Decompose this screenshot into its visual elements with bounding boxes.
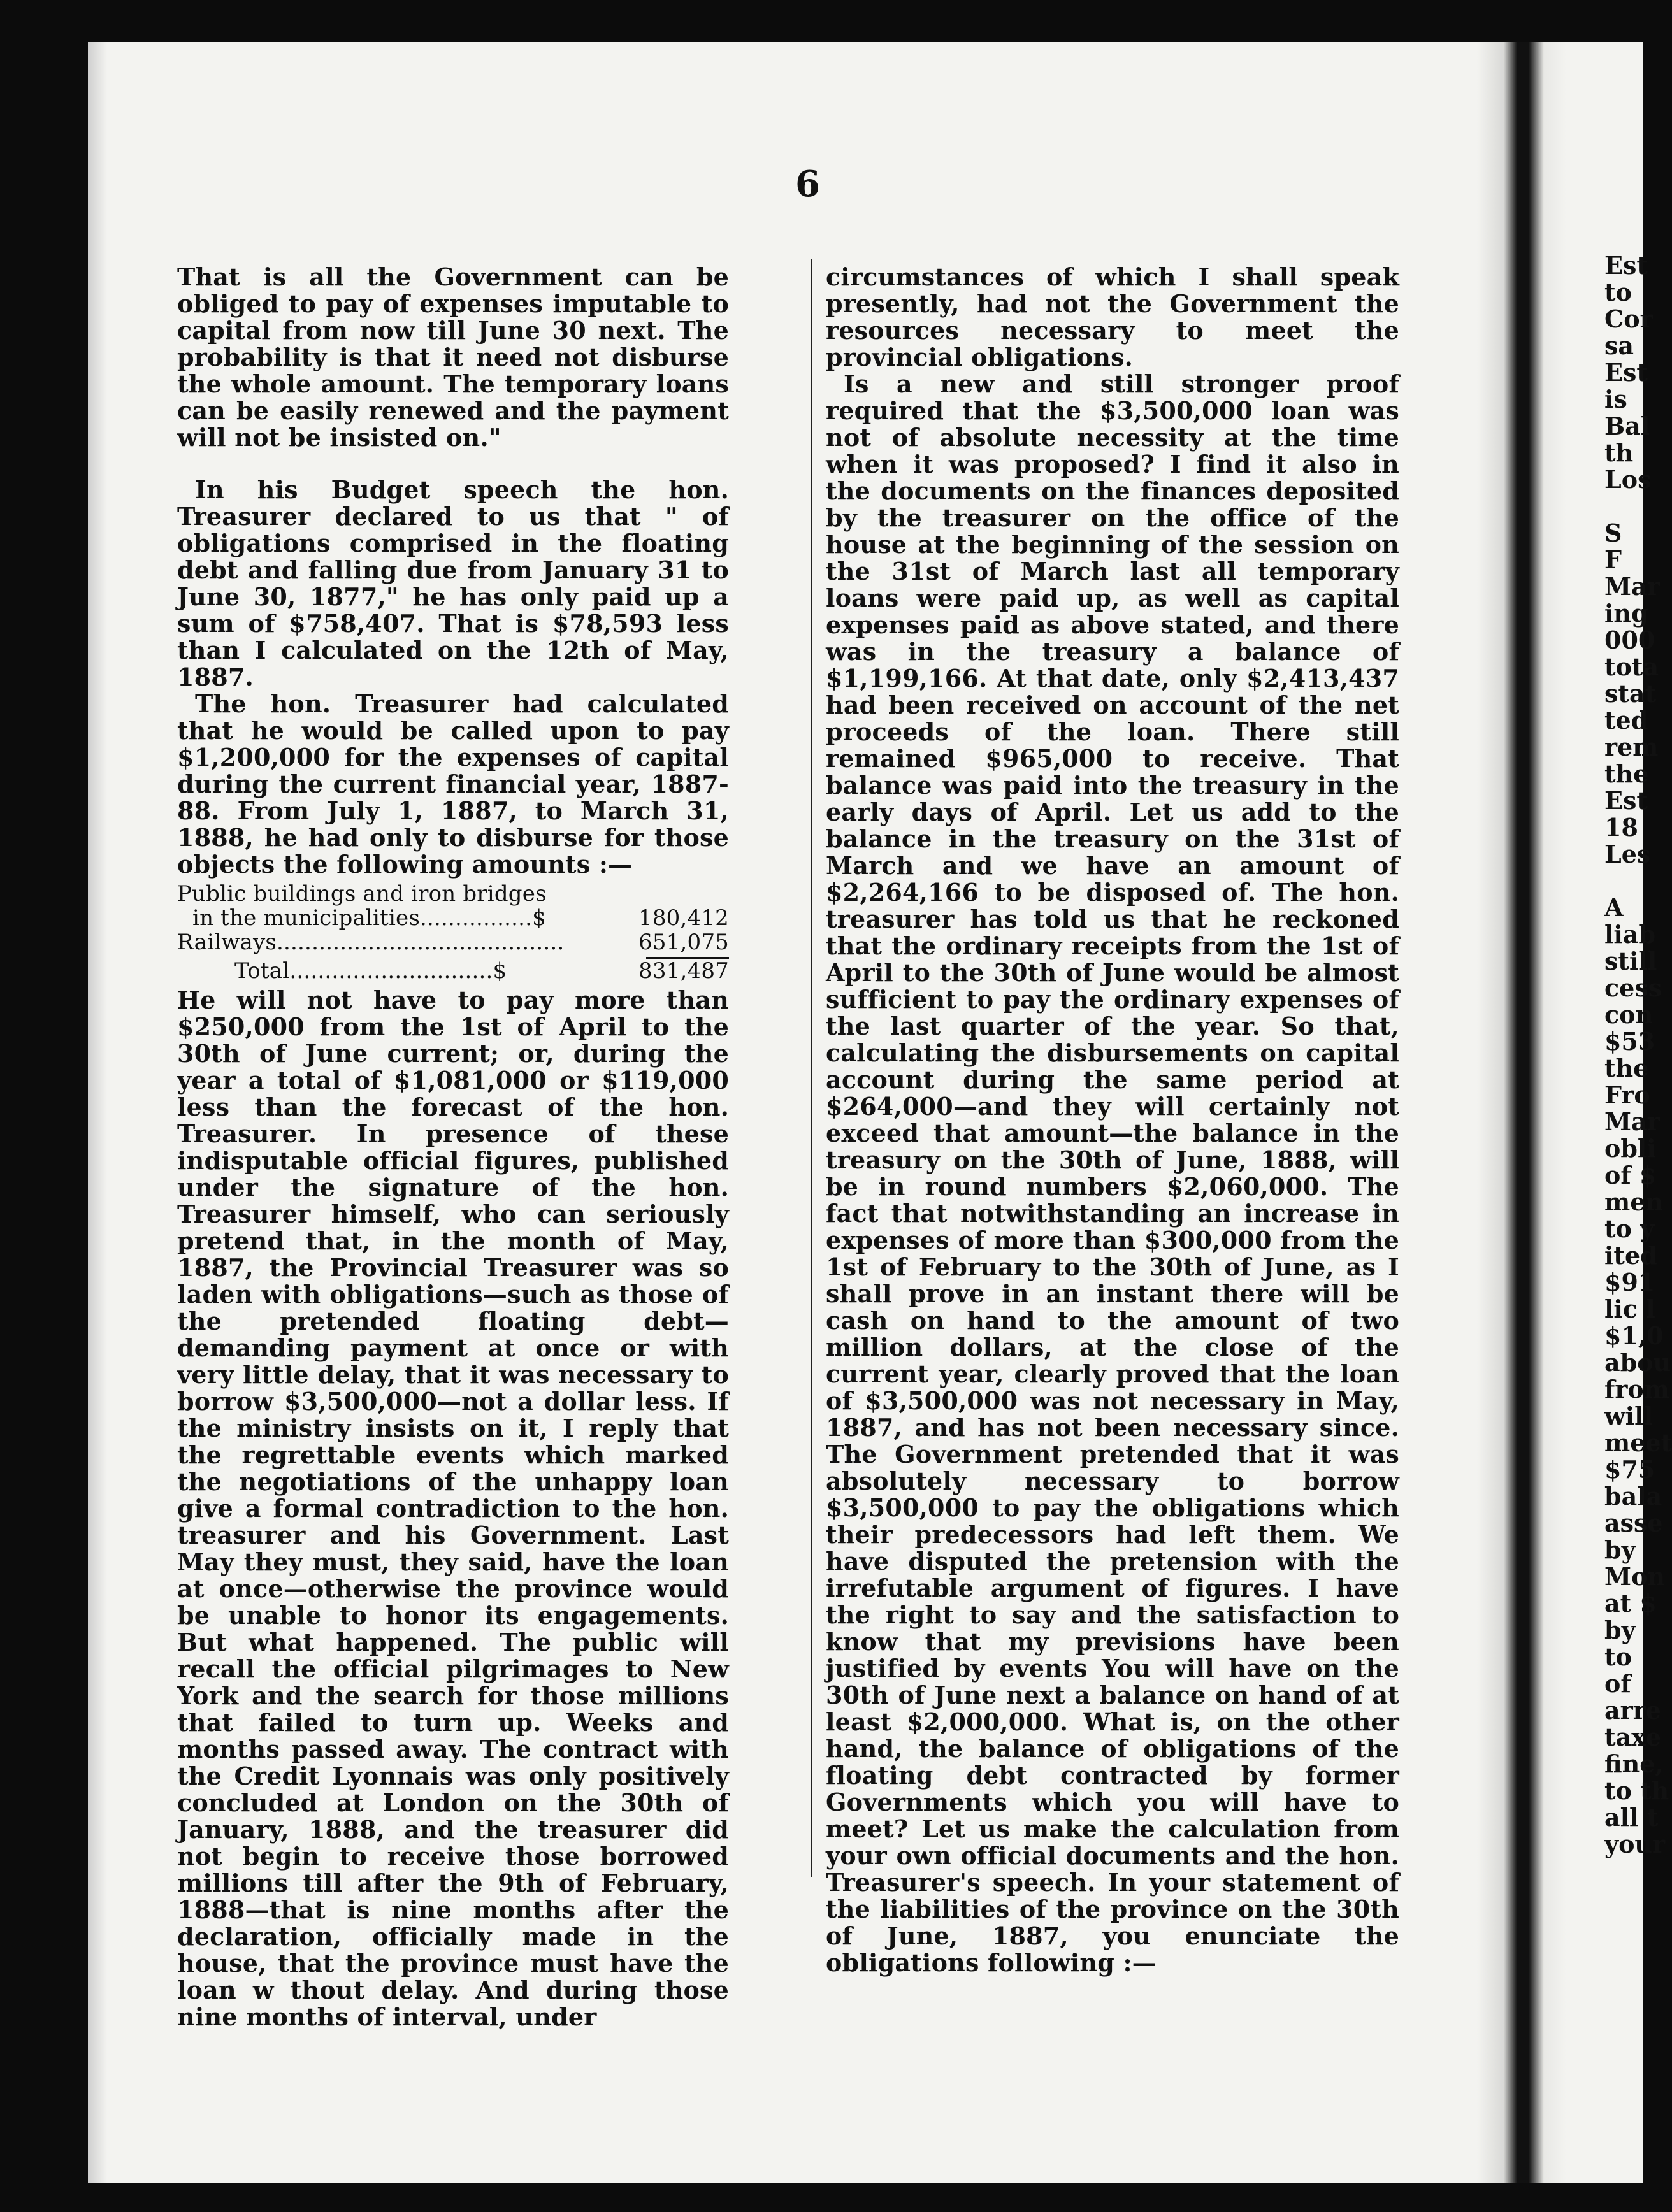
next-page-fragment bbox=[1604, 493, 1643, 520]
next-page-fragment: Bal bbox=[1604, 412, 1650, 440]
next-page-fragment: is bbox=[1604, 385, 1627, 413]
ledger-amount: 651,075 bbox=[638, 930, 729, 955]
next-page-fragment: by bbox=[1604, 1616, 1636, 1644]
next-page-fragment: ited bbox=[1604, 1241, 1657, 1270]
left-column bbox=[177, 264, 729, 2030]
next-page-fragment: abou bbox=[1604, 1348, 1671, 1377]
ledger-label: Railways......................................... bbox=[177, 930, 565, 955]
ledger-row bbox=[177, 930, 729, 954]
next-page-fragment: the bbox=[1604, 1054, 1649, 1082]
next-page-fragment: ing bbox=[1604, 599, 1648, 628]
page-number: 6 bbox=[795, 163, 820, 205]
next-page-fragment: Mon bbox=[1604, 1562, 1666, 1591]
column-rule bbox=[811, 259, 812, 1877]
next-page-fragment: $53 bbox=[1604, 1027, 1655, 1056]
next-page-fragment: $75 bbox=[1604, 1455, 1655, 1484]
next-page-fragment: by bbox=[1604, 1535, 1636, 1564]
binding-gutter bbox=[1477, 42, 1566, 2183]
next-page-fragment: asse bbox=[1604, 1509, 1663, 1537]
left-paragraph-1: That is all the Government can be obliged to pay of expenses imputable to capital from now till June 30 next. The probability is that it need not disburse the whole amount. The temporary loans can be easily renewed and the payment will not be insisted on." bbox=[177, 262, 729, 452]
next-page-fragment: th bbox=[1604, 438, 1634, 467]
next-page-fragment: ted bbox=[1604, 706, 1648, 735]
page-edge-shadow bbox=[88, 42, 107, 2183]
ledger-total-amount: 831,487 bbox=[638, 958, 729, 984]
next-page-fragment: meet bbox=[1604, 1428, 1672, 1457]
next-page-fragment: from bbox=[1604, 1375, 1669, 1404]
next-page-fragment: Est bbox=[1604, 358, 1648, 387]
left-paragraph-3: The hon. Treasurer had calculated that he would be called upon to pay $1,200,000 for the expenses of capital during the current financial year, 1887-88. From July 1, 1887, to March 31, 1888, he had only to disburse for those objects the following amounts :— bbox=[177, 689, 729, 879]
next-page-fragment: Est bbox=[1604, 786, 1648, 815]
right-column bbox=[826, 264, 1399, 1976]
next-page-fragment bbox=[1604, 868, 1643, 894]
ledger-total-label: Total.............................$ bbox=[234, 958, 507, 984]
next-page-fragment: Mar bbox=[1604, 1107, 1660, 1136]
left-paragraph-2: In his Budget speech the hon. Treasurer declared to us that " of obligations comprised in the floating debt and falling due from January 31 to June 30, 1877," he has only paid up a sum of $758,407. That is $78,593 less than I calculated on the 12th of May, 1887. bbox=[177, 475, 729, 691]
next-page-fragment: men bbox=[1604, 1188, 1664, 1216]
next-page-fragment: arre bbox=[1604, 1696, 1661, 1725]
left-paragraph-4: He will not have to pay more than $250,000 from the 1st of April to the 30th of June current; or, during the year a total of $1,081,000 or $119,000 less than the forecast of the hon. Treasurer. In presence of these indisputable official figures, published under the signature of the hon. Treasurer himself, who can seriously pretend that, in the month of May, 1887, the Provincial Treasurer was so laden with obligations—such as those of the pretended floating debt—demanding payment at once or with very little delay, that it was necessary to borrow $3,500,000—not a dollar less. If the ministry insists on it, I reply that the regrettable events which marked the negotiations of the unhappy loan give a formal contradiction to the hon. treasurer and his Government. Last May they must, they said, have the loan at once—otherwise the province would be unable to honor its engagements. But what happened. The public will recall the official pilgrimages to New York and the search for those millions that failed to turn up. Weeks and months passed away. The contract with the Credit Lyonnais was only positively concluded at London on the 30th of January, 1888, and the treasurer did not begin to receive those borrowed millions till after the 9th of February, 1888—that is nine months after the declaration, officially made in the house, that the province must have the loan w thout delay. And during those nine months of interval, under bbox=[177, 986, 729, 2031]
next-page-fragment: Les bbox=[1604, 840, 1651, 868]
next-page-fragment: rem bbox=[1604, 733, 1659, 761]
next-page-fragment: taxe bbox=[1604, 1723, 1662, 1751]
next-page-fragment: Mar bbox=[1604, 572, 1660, 601]
next-page-fragment: tota bbox=[1604, 652, 1659, 681]
next-page-fragment: S bbox=[1604, 519, 1622, 547]
next-page-fragment: to bbox=[1604, 278, 1632, 306]
next-page-fragment: obli bbox=[1604, 1134, 1656, 1163]
next-page-fragment: of $ bbox=[1604, 1161, 1657, 1189]
next-page-fragment: sa bbox=[1604, 331, 1634, 360]
next-page-fragments bbox=[1604, 251, 1672, 1858]
next-page-fragment: Cor bbox=[1604, 305, 1653, 333]
ledger-total-row bbox=[177, 959, 729, 983]
next-page-fragment: all t bbox=[1604, 1803, 1659, 1832]
capital-expenses-ledger bbox=[177, 882, 729, 983]
ledger-row bbox=[177, 882, 729, 906]
next-page-fragment: the bbox=[1604, 759, 1649, 788]
next-page-fragment: at $ bbox=[1604, 1589, 1657, 1618]
next-page-fragment: liab bbox=[1604, 920, 1656, 949]
next-page-fragment: bala bbox=[1604, 1482, 1662, 1511]
right-paragraph-2: Is a new and still stronger proof required that the $3,500,000 loan was not of absolute necessity at the time when it was proposed? I find it also in the documents on the finances deposited by the treasurer on the office of the house at the beginning of the session on the 31st of March last all temporary loans were paid up, as well as capital expenses paid as above stated, and there was in the treasury a balance of $1,199,166. At that date, only $2,413,437 had been received on account of the net proceeds of the loan. There still remained $965,000 to receive. That balance was paid into the treasury in the early days of April. Let us add to the balance in the treasury on the 31st of March and we have an amount of $2,264,166 to be disposed of. The hon. treasurer has told us that he reckoned that the ordinary receipts from the 1st of April to the 30th of June would be almost sufficient to pay the ordinary expenses of the last quarter of the year. So that, calculating the disbursements on capital account during the same period at $264,000—and they will certainly not exceed that amount—the balance in the treasury on the 30th of June, 1888, will be in round numbers $2,060,000. The fact that notwithstanding an increase in expenses of more than $300,000 from the 1st of February to the 30th of June, as I shall prove in an instant there will be cash on hand to the amount of two million dollars, at the close of the current year, clearly proved that the loan of $3,500,000 was not necessary in May, 1887, and has not been necessary since. The Government pretended that it was absolutely necessary to borrow $3,500,000 to pay the obligations which their predecessors had left them. We have disputed the pretension with the irrefutable argument of figures. I have the right to say and the satisfaction to know that my previsions have been justified by events You will have on the 30th of June next a balance on hand of at least $2,000,000. What is, on the other hand, the balance of obligations of the floating debt contracted by former Governments which you will have to meet? Let us make the calculation from your own official documents and the hon. Treasurer's speech. In your statement of the liabilities of the province on the 30th of June, 1887, you enunciate the obligations following :— bbox=[826, 370, 1399, 1977]
next-page-fragment: your bbox=[1604, 1830, 1666, 1858]
next-page-fragment: 18 bbox=[1604, 813, 1638, 842]
next-page-fragment: will bbox=[1604, 1402, 1654, 1430]
next-page-fragment: to y bbox=[1604, 1214, 1655, 1243]
next-page-fragment: A bbox=[1604, 893, 1624, 922]
next-page-fragment: Los bbox=[1604, 465, 1652, 494]
next-page-fragment: of bbox=[1604, 1669, 1631, 1698]
next-page-fragment: stat bbox=[1604, 679, 1657, 708]
ledger-label: in the municipalities................$ bbox=[192, 905, 546, 931]
next-page-fragment: Fro bbox=[1604, 1081, 1650, 1109]
next-page-fragment: to th bbox=[1604, 1776, 1669, 1805]
next-page-fragment: fine, bbox=[1604, 1749, 1664, 1778]
next-page-fragment: cess bbox=[1604, 973, 1662, 1002]
right-paragraph-1: circumstances of which I shall speak presently, had not the Government the resources necessary to meet the provincial obligations. bbox=[826, 262, 1399, 371]
ledger-label: Public buildings and iron bridges bbox=[177, 881, 547, 907]
ledger-row bbox=[177, 906, 729, 930]
next-page-fragment: 000 bbox=[1604, 626, 1655, 654]
next-page-fragment: con bbox=[1604, 1000, 1654, 1029]
next-page-fragment: $91 bbox=[1604, 1268, 1655, 1296]
next-page-fragment: F bbox=[1604, 545, 1622, 574]
next-page-fragment: to bbox=[1604, 1642, 1632, 1671]
ledger-amount: 180,412 bbox=[638, 905, 729, 931]
next-page-fragment: $1,0 bbox=[1604, 1321, 1664, 1350]
next-page-fragment: still bbox=[1604, 947, 1657, 975]
document-page bbox=[88, 42, 1672, 2183]
next-page-fragment: Est bbox=[1604, 251, 1648, 280]
next-page-fragment: lic l bbox=[1604, 1295, 1655, 1323]
